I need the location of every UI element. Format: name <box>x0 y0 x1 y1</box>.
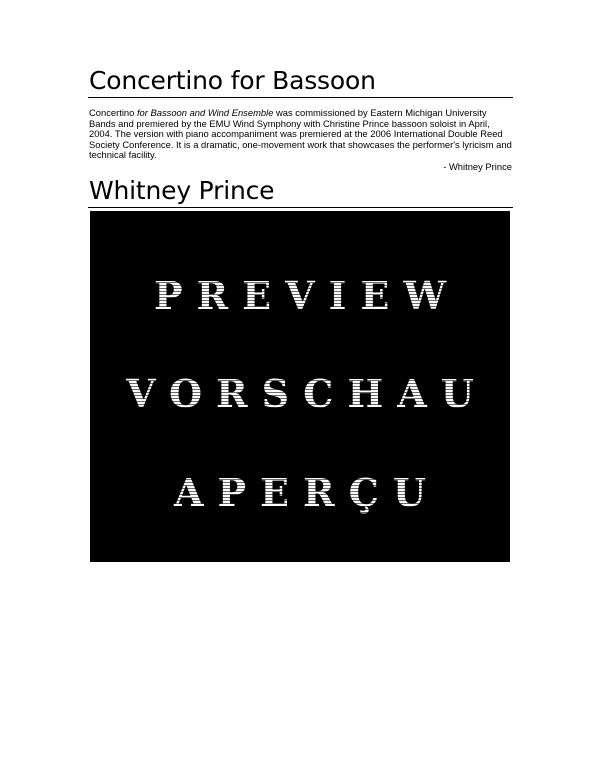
page-title: Concertino for Bassoon <box>89 66 376 95</box>
preview-watermark-overlay <box>90 211 510 562</box>
preview-watermark-line-2: VORSCHAU <box>90 371 510 416</box>
work-description <box>88 108 513 161</box>
preview-watermark-line-1: PREVIEW <box>90 273 510 318</box>
description-attribution: - Whitney Prince <box>443 160 512 172</box>
description-lead: Concertino <box>89 107 137 118</box>
title-divider <box>88 97 513 98</box>
composer-heading: Whitney Prince <box>89 175 275 205</box>
preview-watermark-line-3: APERÇU <box>90 470 510 515</box>
composer-divider <box>88 207 513 208</box>
description-italic-title: for Bassoon and Wind Ensemble <box>136 107 274 118</box>
document-body <box>88 66 513 208</box>
description-body: was commissioned by Eastern Michigan University Bands and premiered by the EMU Wind Symphony with Christine Prince bassoon soloist in April, 2004. The version with piano accompaniment was premiered at the 2006 International Double Reed Society Conference. It is a dramatic, one-movement work that showcases the performer's lyricism and technical facility. <box>89 107 512 161</box>
